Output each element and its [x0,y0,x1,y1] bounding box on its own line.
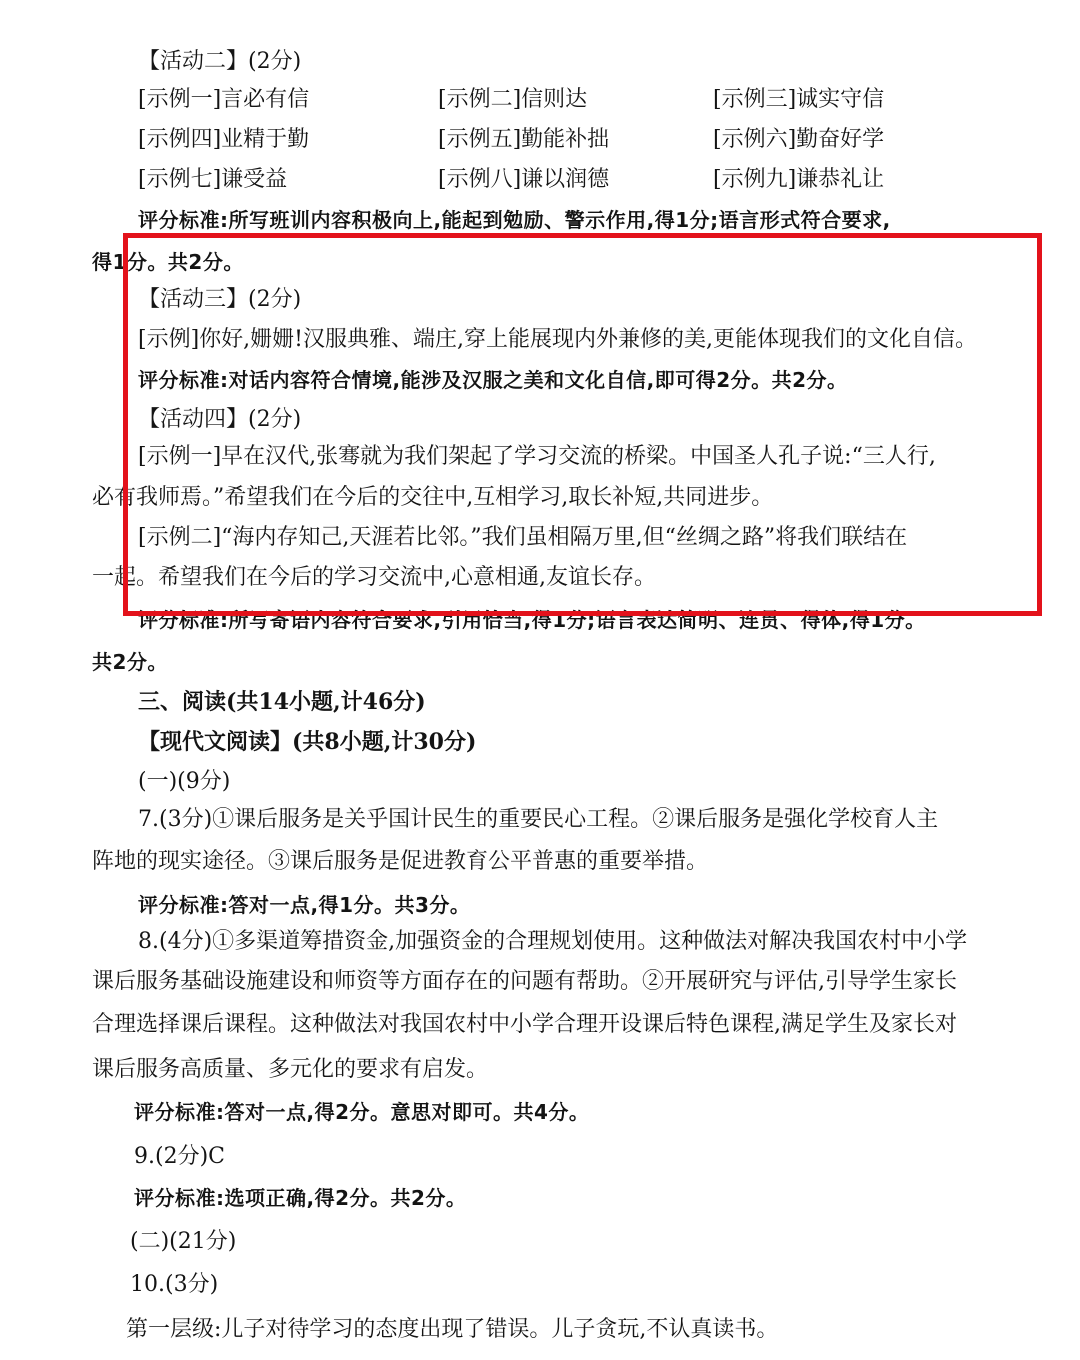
activity2-example: [示例二]信则达 [438,87,588,112]
activity2-example: [示例三]诚实守信 [713,87,885,112]
part1-title: (一)(9分) [138,769,231,794]
activity3-example: [示例]你好,姗姗!汉服典雅、端庄,穿上能展现内外兼修的美,更能体现我们的文化自信。 [138,327,977,352]
q10-title: 10.(3分) [130,1272,219,1297]
activity3-criteria: 评分标准:对话内容符合情境,能涉及汉服之美和文化自信,即可得2分。共2分。 [138,368,848,392]
activity4-example2-line-1: [示例二]“海内存知己,天涯若比邻。”我们虽相隔万里,但“丝绸之路”将我们联结在 [138,525,908,550]
activity4-criteria-line-2: 共2分。 [92,650,168,674]
activity2-example: [示例五]勤能补拙 [438,127,610,152]
reading-section-title: 三、阅读(共14小题,计46分) [138,689,426,715]
activity2-example: [示例九]谦恭礼让 [713,167,885,192]
part2-title: (二)(21分) [130,1229,237,1254]
q7-line-2: 阵地的现实途径。③课后服务是促进教育公平普惠的重要举措。 [92,849,709,874]
activity2-example: [示例七]谦受益 [138,167,288,192]
activity2-heading: 【活动二】(2分) [138,49,302,74]
q8-line-4: 课后服务高质量、多元化的要求有启发。 [92,1057,489,1082]
q7-line-1: 7.(3分)①课后服务是关乎国计民生的重要民心工程。②课后服务是强化学校育人主 [138,807,939,832]
activity2-examples-row-2 [138,120,1038,160]
q9-criteria: 评分标准:选项正确,得2分。共2分。 [134,1186,467,1210]
activity2-example: [示例八]谦以润德 [438,167,610,192]
activity4-heading: 【活动四】(2分) [138,407,302,432]
q8-line-2: 课后服务基础设施建设和师资等方面存在的问题有帮助。②开展研究与评估,引导学生家长 [92,969,957,994]
activity4-example1-line-2: 必有我师焉。”希望我们在今后的交往中,互相学习,取长补短,共同进步。 [92,485,774,510]
activity4-example2-line-2: 一起。希望我们在今后的学习交流中,心意相通,友谊长存。 [92,565,656,590]
activity3-heading: 【活动三】(2分) [138,287,302,312]
q9-line: 9.(2分)C [134,1144,225,1169]
activity4-example1-line-1: [示例一]早在汉代,张骞就为我们架起了学习交流的桥梁。中国圣人孔子说:“三人行, [138,444,936,469]
q7-criteria: 评分标准:答对一点,得1分。共3分。 [138,893,471,917]
activity2-example: [示例四]业精于勤 [138,127,310,152]
q10-level1: 第一层级:儿子对待学习的态度出现了错误。儿子贪玩,不认真读书。 [126,1317,779,1342]
activity2-examples-row-3 [138,160,1038,200]
activity2-example: [示例六]勤奋好学 [713,127,885,152]
activity4-criteria-line-1: 评分标准:所写寄语内容符合要求,引用恰当,得1分;语言表达简明、连贯、得体,得1分。 [138,608,926,632]
activity2-example: [示例一]言必有信 [138,87,310,112]
activity2-criteria-line-1: 评分标准:所写班训内容积极向上,能起到勉励、警示作用,得1分;语言形式符合要求, [138,208,891,232]
modern-reading-title: 【现代文阅读】(共8小题,计30分) [138,729,477,755]
q8-line-1: 8.(4分)①多渠道筹措资金,加强资金的合理规划使用。这种做法对解决我国农村中小学 [138,929,968,954]
activity2-criteria-line-2: 得1分。共2分。 [92,250,244,274]
activity2-examples-row-1 [138,80,1038,120]
q8-line-3: 合理选择课后课程。这种做法对我国农村中小学合理开设课后特色课程,满足学生及家长对 [92,1012,957,1037]
q8-criteria: 评分标准:答对一点,得2分。意思对即可。共4分。 [134,1100,590,1124]
